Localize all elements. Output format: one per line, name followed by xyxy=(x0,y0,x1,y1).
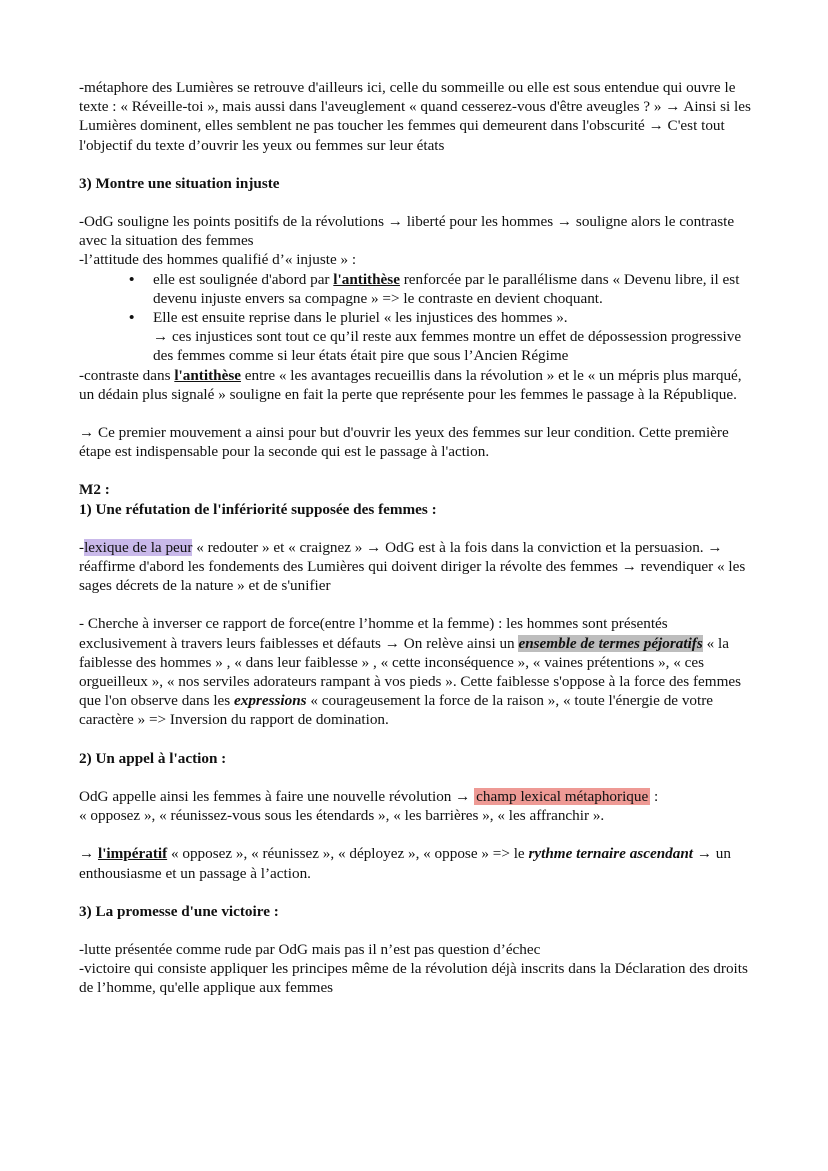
keyword-expressions: expressions xyxy=(234,692,307,710)
keyword-antithese: l'antithèse xyxy=(174,366,241,384)
paragraph-citations: « opposez », « réunissez-vous sous les étendards », « les barrières », « les affranchir ». xyxy=(79,807,605,825)
list-item: • elle est soulignée d'abord par l'antithèse renforcée par le parallélisme dans « Devenu libre, il est devenu injuste envers sa compagne » => le contraste en devient choquant. xyxy=(129,270,740,307)
highlight-champ-lexical: champ lexical métaphorique xyxy=(476,787,649,805)
paragraph-conclusion-m1: → Ce premier mouvement a ainsi pour but d'ouvrir les yeux des femmes sur leur condition. Cette première étape est indispensable pour la seconde qui est le passage à l'action. xyxy=(79,424,729,461)
paragraph-points-positifs: -OdG souligne les points positifs de la révolutions → liberté pour les hommes → souligne alors le contraste avec la situation des femmes xyxy=(79,213,735,250)
paragraph-contraste: -contraste dans l'antithèse entre « les avantages recueillis dans la révolution » et le « un mépris plus marqué, un dédain plus signalé » souligne en fait la perte que représente pour les femmes le passage à la République. xyxy=(79,366,742,403)
heading-promesse-victoire: 3) La promesse d'une victoire : xyxy=(79,902,279,920)
keyword-rythme-ternaire: rythme ternaire ascendant xyxy=(528,845,694,863)
document-page xyxy=(79,78,759,998)
paragraph-lexique-peur: -lexique de la peur « redouter » et « craignez » → OdG est à la fois dans la conviction et la persuasion. → réaffirme d'abord les fondements des Lumières qui doivent diriger la révolte des femmes → revendiquer « les sages décrets de la nature » et de s'unifier xyxy=(79,538,746,595)
highlight-lexique-peur: lexique de la peur xyxy=(84,538,193,556)
keyword-imperatif: l'impératif xyxy=(97,845,168,863)
paragraph-lumieres: -métaphore des Lumières se retrouve d'ailleurs ici, celle du sommeille ou elle est sous entendue qui ouvre le texte : « Réveille-toi », mais aussi dans l'aveuglement « quand cesserez-vous d'être aveugles ? » → Ainsi si les Lumières dominent, elles semblent ne pas toucher les femmes qui demeurent dans l'obscurité → C'est tout l'objectif du texte d’ouvrir les yeux ou femmes sur leur états xyxy=(79,79,751,154)
bullet-icon: • xyxy=(129,270,135,288)
keyword-antithese: l'antithèse xyxy=(333,270,400,288)
heading-refutation: 1) Une réfutation de l'infériorité supposée des femmes : xyxy=(79,500,437,518)
sub-paragraph-injustices: → ces injustices sont tout ce qu’il reste aux femmes montre un effet de dépossession progressive des femmes comme si leur états était pire que sous l’Ancien Régime xyxy=(153,328,742,365)
heading-m2: M2 : xyxy=(79,481,110,499)
heading-appel-action: 2) Un appel à l'action : xyxy=(79,749,227,767)
paragraph-imperatif: → l'impératif « opposez », « réunissez », « déployez », « oppose » => le rythme ternaire ascendant → un enthousiasme et un passage à l’action. xyxy=(79,845,731,882)
heading-situation-injuste: 3) Montre une situation injuste xyxy=(79,174,280,192)
highlight-termes-pejoratifs: ensemble de termes péjoratifs xyxy=(518,634,703,652)
paragraph-rapport-force: - Cherche à inverser ce rapport de force(entre l’homme et la femme) : les hommes sont présentés exclusivement à travers leurs faiblesses et défauts → On relève ainsi un ensemble de termes péjoratifs « la faiblesse des hommes » , « dans leur faiblesse » , « cette inconséquence », « vaines prétentions », « ces orgueilleux », « nos serviles adorateurs rampant à vos pieds ». Cette faiblesse s'oppose à la force des femmes que l'on observe dans les expressions « courageusement la force de la raison », « toute l'énergie de votre caractère » => Inversion du rapport de domination. xyxy=(79,615,742,729)
paragraph-nouvelle-revolution: OdG appelle ainsi les femmes à faire une nouvelle révolution → champ lexical métaphorique : xyxy=(79,787,659,805)
paragraph-attitude-hommes: -l’attitude des hommes qualifié d’« injuste » : xyxy=(79,251,357,269)
bullet-list xyxy=(79,270,759,328)
paragraph-victoire: -victoire qui consiste appliquer les principes même de la révolution déjà inscrits dans la Déclaration des droits de l’homme, qu'elle applique aux femmes xyxy=(79,960,748,997)
bullet-icon: • xyxy=(129,309,135,327)
list-item: • Elle est ensuite reprise dans le pluriel « les injustices des hommes ». xyxy=(129,309,568,327)
paragraph-lutte: -lutte présentée comme rude par OdG mais pas il n’est pas question d’échec xyxy=(79,940,541,958)
